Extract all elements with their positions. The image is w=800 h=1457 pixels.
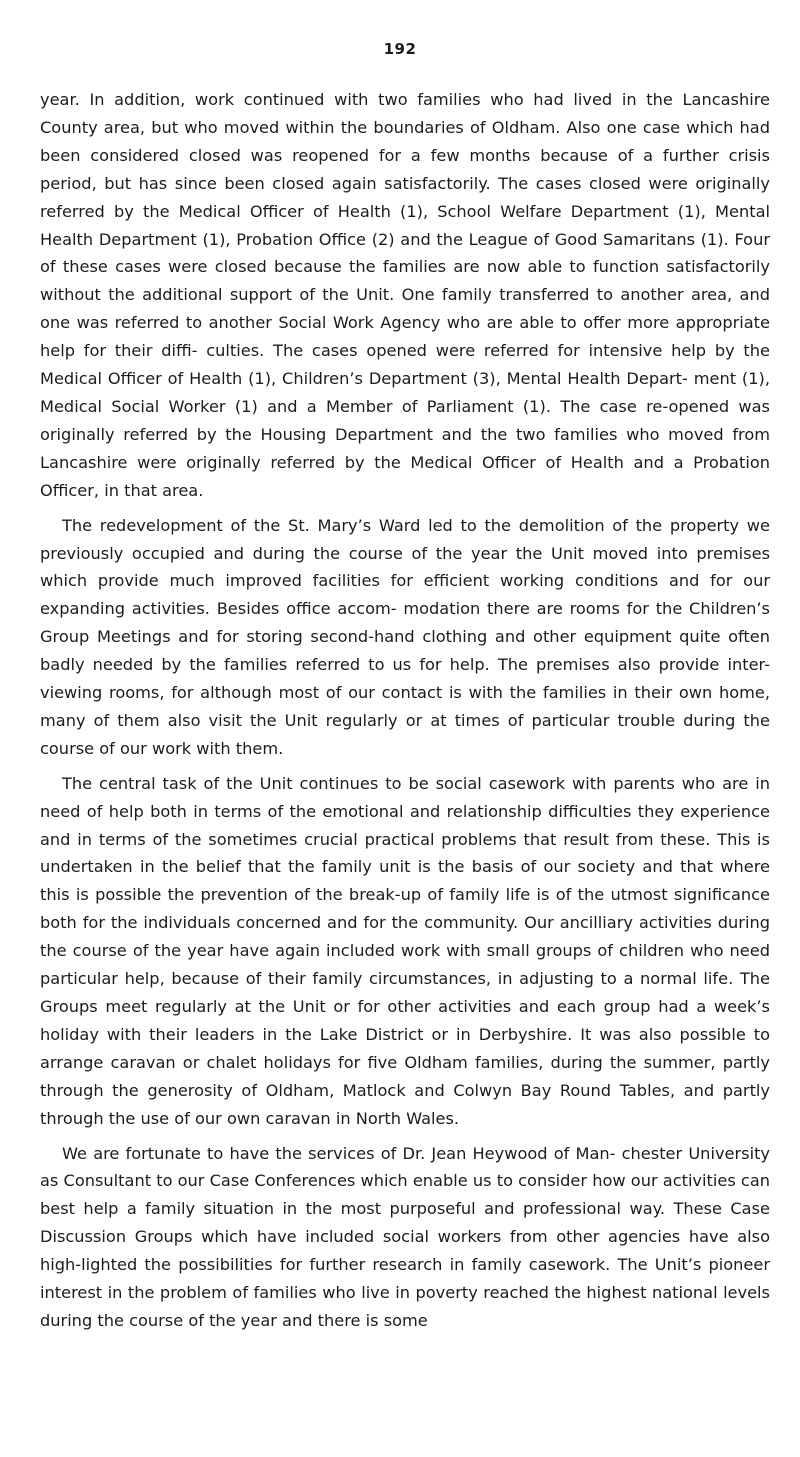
paragraph-redevelopment: The redevelopment of the St. Mary’s Ward led to the demolition of the property we previously occupied and during the course of the year the Unit moved into premises which provide much improved facilities for efficient working conditions and for our expanding activities. Besides office accom- modation there are rooms for the Children’s Group Meetings and for storing second-hand clothing and other equipment quite often badly needed by the families referred to us for help. The premises also provide inter- viewing rooms, for although most of our contact is with the families in their own home, many of them also visit the Unit regularly or at times of particular trouble during the course of our work with them.: [40, 515, 770, 758]
paragraph-central-task: The central task of the Unit continues to be social casework with parents who are in need of help both in terms of the emotional and relationship difficulties they experience and in terms of the sometimes crucial practical problems that result from these. This is undertaken in the belief that the family unit is the basis of our society and that where this is possible the prevention of the break-up of family life is of the utmost significance both for the individuals concerned and for the community. Our ancilliary activities during the course of the year have again included work with small groups of children who need particular help, because of their family circumstances, in adjusting to a normal life. The Groups meet regularly at the Unit or for other activities and each group had a week’s holiday with their leaders in the Lake District or in Derbyshire. It was also possible to arrange caravan or chalet holidays for five Oldham families, during the summer, partly through the generosity of Oldham, Matlock and Colwyn Bay Round Tables, and partly through the use of our own caravan in North Wales.: [40, 773, 770, 1128]
paragraph-continuation: year. In addition, work continued with two families who had lived in the Lancashire County area, but who moved within the boundaries of Oldham. Also one case which had been considered closed was reopened for a few months because of a further crisis period, but has since been closed again satisfactorily. The cases closed were originally referred by the Medical Officer of Health (1), School Welfare Department (1), Mental Health Department (1), Probation Office (2) and the League of Good Samaritans (1). Four of these cases were closed because the families are now able to function satisfactorily without the additional support of the Unit. One family transferred to another area, and one was referred to another Social Work Agency who are able to offer more appropriate help for their diffi- culties. The cases opened were referred for intensive help by the Medical Officer of Health (1), Children’s Department (3), Mental Health Depart- ment (1), Medical Social Worker (1) and a Member of Parliament (1). The case re-opened was originally referred by the Housing Department and the two families who moved from Lancashire were originally referred by the Medical Officer of Health and a Probation Officer, in that area.: [40, 90, 770, 500]
paragraph-consultant: We are fortunate to have the services of Dr. Jean Heywood of Man- chester University as Consultant to our Case Conferences which enable us to consider how our activities can best help a family situation in the most purposeful and professional way. These Case Discussion Groups which have included social workers from other agencies have also high-lighted the possibilities for further research in family casework. The Unit’s pioneer interest in the problem of families who live in poverty reached the highest national levels during the course of the year and there is some: [40, 1143, 770, 1330]
body-text: [40, 86, 770, 1342]
page-number: 192: [383, 40, 417, 58]
